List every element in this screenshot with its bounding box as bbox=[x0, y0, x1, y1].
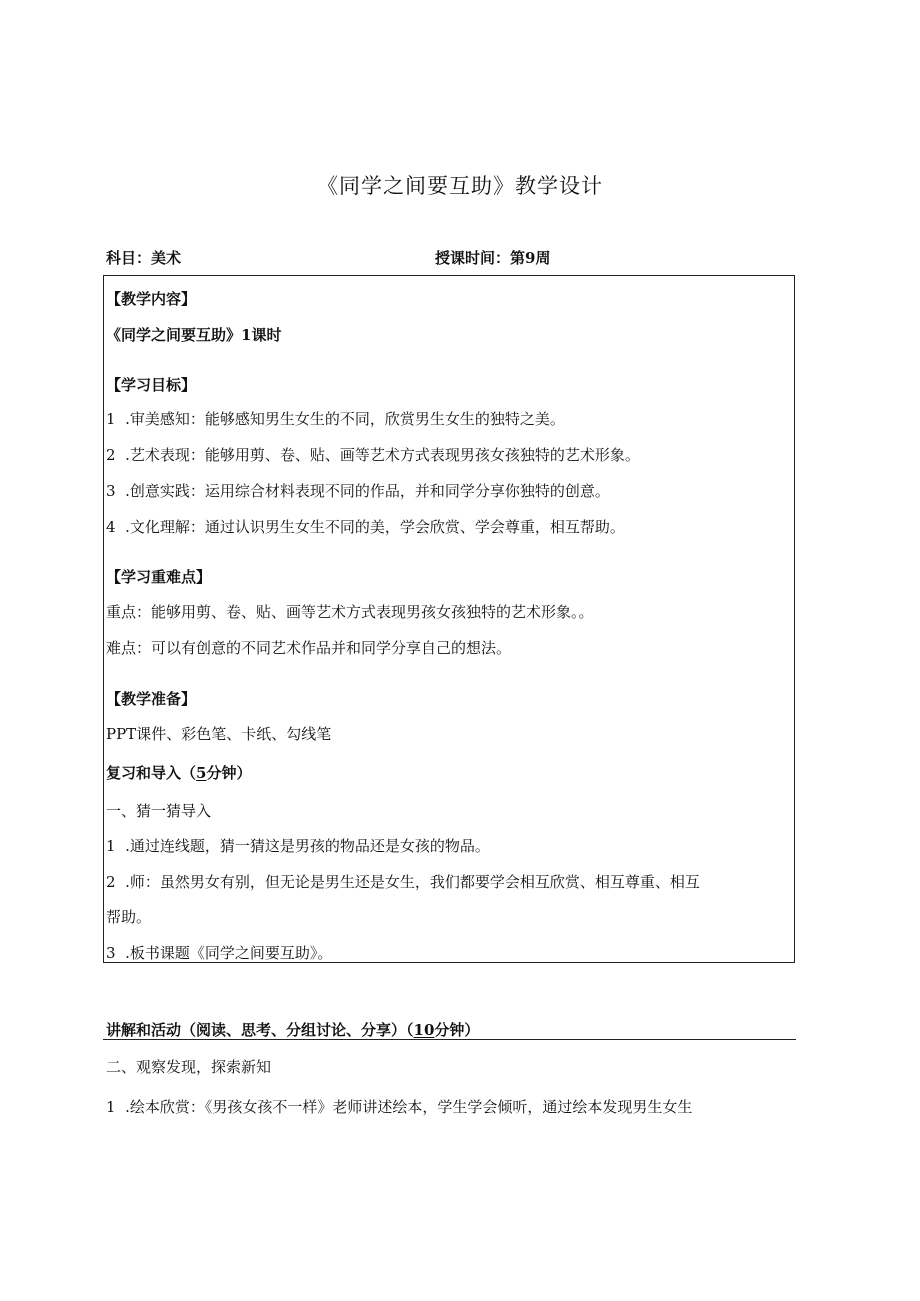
document-title: 《同学之间要互助》教学设计 bbox=[317, 174, 603, 198]
goal-item: 1 .审美感知：能够感知男生女生的不同，欣赏男生女生的独特之美。 bbox=[106, 410, 565, 428]
content-heading: 【教学内容】 bbox=[106, 290, 197, 308]
review-minutes: 5 bbox=[196, 764, 207, 782]
explain-item: 1 .绘本欣赏：《男孩女孩不一样》老师讲述绘本，学生学会倾听，通过绘本发现男生女生 bbox=[106, 1098, 693, 1116]
review-subheading: 一、猜一猜导入 bbox=[106, 802, 212, 820]
goal-item: 3 .创意实践：运用综合材料表现不同的作品，并和同学分享你独特的创意。 bbox=[106, 482, 610, 500]
goals-heading: 【学习目标】 bbox=[106, 376, 197, 394]
explain-heading-start: 讲解和活动（阅读、思考、分组讨论、分享）（ bbox=[106, 1021, 414, 1039]
prep-text: PPT课件、彩色笔、卡纸、勾线笔 bbox=[106, 725, 332, 743]
key-difficult-heading: 【学习重难点】 bbox=[106, 568, 212, 586]
explain-minutes: 10 bbox=[413, 1021, 435, 1039]
difficult-point: 难点：可以有创意的不同艺术作品并和同学分享自己的想法。 bbox=[106, 639, 512, 657]
content-text: 《同学之间要互助》1课时 bbox=[106, 326, 282, 344]
review-item: 3 .板书课题《同学之间要互助》。 bbox=[106, 944, 333, 962]
review-item: 2 .师：虽然男女有别，但无论是男生还是女生，我们都要学会相互欣赏、相互尊重、相互 bbox=[106, 873, 700, 891]
review-heading bbox=[106, 762, 251, 783]
class-time-week: 9 bbox=[525, 249, 536, 267]
review-heading-start: 复习和导入（ bbox=[106, 764, 197, 782]
key-point: 重点：能够用剪、卷、贴、画等艺术方式表现男孩女孩独特的艺术形象。。 bbox=[106, 603, 594, 621]
explain-heading-end: 分钟） bbox=[434, 1021, 480, 1039]
goal-item: 4 .文化理解：通过认识男生女生不同的美，学会欣赏、学会尊重，相互帮助。 bbox=[106, 518, 625, 536]
class-time-prefix: 授课时间：第 bbox=[435, 249, 526, 267]
prep-heading: 【教学准备】 bbox=[106, 690, 197, 708]
goal-item: 2 .艺术表现：能够用剪、卷、贴、画等艺术方式表现男孩女孩独特的艺术形象。 bbox=[106, 446, 640, 464]
class-time-label bbox=[435, 247, 550, 268]
review-heading-end: 分钟） bbox=[206, 764, 252, 782]
class-time-unit: 周 bbox=[535, 249, 551, 267]
review-item-continued: 帮助。 bbox=[106, 908, 152, 926]
subject-label: 科目：美术 bbox=[106, 249, 182, 267]
section-divider bbox=[103, 1039, 796, 1040]
explain-heading bbox=[106, 1019, 479, 1040]
review-item: 1 .通过连线题，猜一猜这是男孩的物品还是女孩的物品。 bbox=[106, 837, 490, 855]
explain-subheading: 二、观察发现，探索新知 bbox=[106, 1058, 272, 1076]
